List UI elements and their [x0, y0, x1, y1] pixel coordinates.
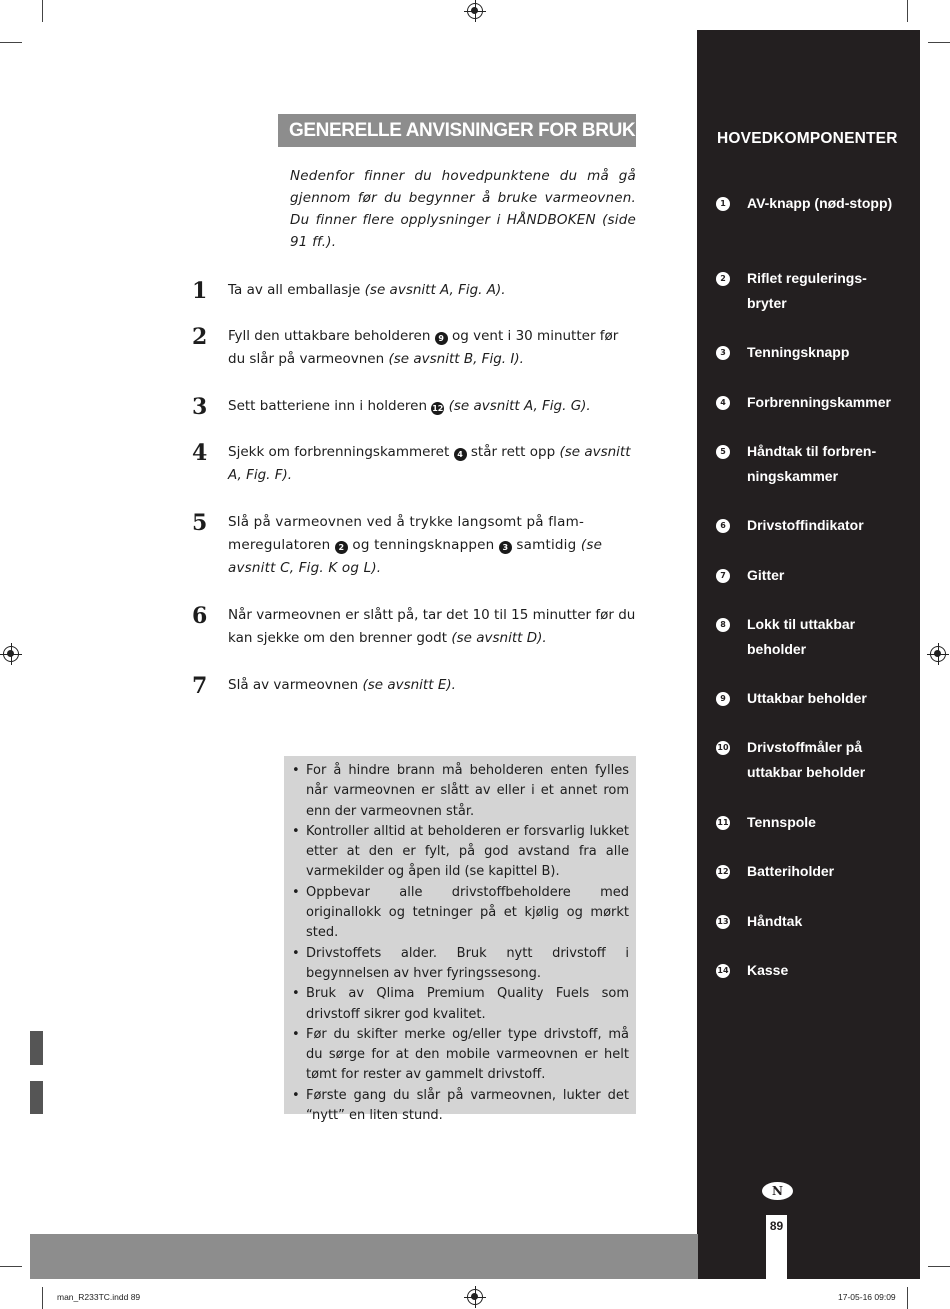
step-number: 7: [192, 673, 208, 699]
component-label: Forbrenningskammer: [747, 394, 891, 410]
component-item: [716, 686, 906, 711]
component-label: Uttakbar beholder: [747, 690, 867, 706]
component-item: [716, 859, 906, 884]
component-number-icon: 2: [716, 272, 730, 286]
component-number-icon: 5: [716, 445, 730, 459]
note-item: [288, 822, 629, 883]
component-label: Tennspole: [747, 814, 816, 830]
section-reference: (se avsnitt E).: [362, 677, 456, 693]
component-item: [716, 439, 906, 489]
notes-box: [284, 756, 636, 1124]
component-label: Tenningsknapp: [747, 344, 850, 360]
component-number-icon: 12: [716, 865, 730, 879]
component-number-icon: 13: [716, 915, 730, 929]
crop-mark: [907, 0, 908, 22]
step-text: [228, 441, 636, 487]
component-number-icon: 10: [716, 741, 730, 755]
bullet-icon: •: [292, 823, 300, 839]
component-number-icon: 14: [716, 964, 730, 978]
note-item: [288, 984, 629, 1025]
crop-mark: [928, 42, 950, 43]
step-text-part: står rett opp: [466, 444, 560, 460]
step-text-part: Når varmeovnen er slått på, tar det 10 til 15 minutter før du kan sjekke om den brenner godt: [228, 607, 636, 646]
section-reference: (se avsnitt A, Fig. A).: [364, 282, 506, 298]
component-label: Drivstoffindikator: [747, 517, 864, 533]
registration-mark-icon: [467, 3, 483, 19]
crop-mark: [42, 1287, 43, 1309]
step-text-part: Ta av all emballasje: [228, 282, 365, 298]
step-text: [228, 604, 636, 650]
component-item: [716, 390, 906, 415]
note-text: Første gang du slår på varmeovnen, lukter det “nytt” en liten stund.: [306, 1087, 629, 1124]
margin-marker: [30, 1031, 43, 1065]
component-item: [716, 266, 906, 316]
component-number-icon: 3: [716, 346, 730, 360]
step-text: [228, 279, 636, 302]
component-label: AV-knapp (nød-stopp): [747, 195, 893, 211]
component-item: [716, 563, 906, 588]
bullet-icon: •: [292, 986, 300, 1002]
step-text-part: Slå av varmeovnen: [228, 677, 363, 693]
note-text: For å hindre brann må beholderen enten fylles når varmeovnen er slått av eller i et annet rom enn der varmeovnen står.: [306, 763, 629, 819]
section-reference: (se avsnitt A, Fig. F).: [228, 444, 631, 483]
language-badge: N: [762, 1182, 793, 1200]
step-number: 5: [192, 510, 208, 536]
crop-mark: [907, 1287, 908, 1309]
step-text: [228, 325, 636, 371]
note-text: Oppbevar alle drivstoffbeholdere med originallokk og tetninger på et kjølig og mørkt sted.: [306, 884, 629, 941]
crop-mark: [0, 42, 22, 43]
bullet-icon: •: [292, 884, 300, 900]
step-number: 1: [192, 278, 208, 304]
component-item: [716, 513, 906, 538]
component-label: Gitter: [747, 567, 785, 583]
note-item: [288, 1025, 629, 1086]
component-label: Riflet regulerings-bryter: [747, 270, 867, 311]
step-text-part: og vent i 30 minutter før du slår på varmeovnen: [228, 328, 619, 367]
margin-marker: [30, 1081, 43, 1114]
section-reference: (se avsnitt A, Fig. G).: [448, 398, 591, 414]
step-number: 2: [192, 324, 208, 350]
slug-date: 17-05-16 09:09: [838, 1292, 896, 1302]
footer-bar: [30, 1234, 698, 1279]
note-item: [288, 883, 629, 944]
section-reference: (se avsnitt D).: [451, 630, 547, 646]
step-text-part: Fyll den uttakbare beholderen: [228, 328, 435, 344]
step-text-part: og tenningsknappen: [347, 537, 499, 553]
component-item: [716, 810, 906, 835]
component-number-icon: 4: [716, 396, 730, 410]
component-item: [716, 612, 906, 662]
crop-mark: [0, 1266, 22, 1267]
note-text: Kontroller alltid at beholderen er forsvarlig lukket etter at den er fylt, på god avstand fra alle varmekilder og åpen ild (se kapittel B).: [306, 823, 629, 880]
component-number-icon: 7: [716, 569, 730, 583]
step-text-part: samtidig: [511, 537, 581, 553]
step-number: 6: [192, 603, 208, 629]
bullet-icon: •: [292, 763, 300, 778]
bullet-icon: •: [292, 1026, 300, 1042]
callout-number-icon: 9: [435, 332, 448, 345]
component-number-icon: 11: [716, 816, 730, 830]
component-label: Batteriholder: [747, 863, 835, 879]
component-item: [716, 191, 906, 216]
registration-mark-icon: [3, 646, 19, 662]
callout-number-icon: 2: [335, 541, 348, 554]
note-text: Bruk av Qlima Premium Quality Fuels som drivstoff sikrer god kvalitet.: [306, 986, 629, 1022]
component-item: [716, 909, 906, 934]
registration-mark-icon: [467, 1289, 483, 1305]
section-reference: (se avsnitt B, Fig. I).: [388, 351, 524, 367]
intro-paragraph: Nedenfor finner du hovedpunktene du må gå gjennom før du begynner å bruke varmeovnen. Du finner flere opplysninger i HÅNDBOKEN (side 91 ff.).: [290, 168, 636, 250]
component-label: Lokk til uttakbar beholder: [747, 616, 856, 657]
step-text-part: Slå på varmeovnen ved å trykke langsomt på flam-meregulatoren: [228, 514, 585, 553]
note-text: Drivstoffets alder. Bruk nytt drivstoff i begynnelsen av hver fyringssesong.: [306, 945, 629, 981]
step-text-part: Sett batteriene inn i holderen: [228, 398, 432, 414]
step-text-part: Sjekk om forbrenningskammeret: [228, 444, 454, 460]
callout-number-icon: 4: [454, 448, 467, 461]
component-item: [716, 958, 906, 983]
note-item: [288, 944, 629, 985]
section-reference: (se avsnitt C, Fig. K og L).: [228, 537, 603, 576]
note-text: Før du skifter merke og/eller type drivstoff, må du sørge for at den mobile varmeovnen er helt tømt for rester av gammelt drivstoff.: [306, 1026, 629, 1083]
page-number: 89: [769, 1219, 784, 1233]
registration-mark-icon: [930, 646, 946, 662]
component-item: [716, 340, 906, 365]
step-number: 4: [192, 440, 208, 466]
step-text: [228, 511, 636, 580]
slug-filename: man_R233TC.indd 89: [57, 1292, 141, 1302]
notes-list: [288, 761, 629, 1126]
component-number-icon: 6: [716, 519, 730, 533]
page-title: GENERELLE ANVISNINGER FOR BRUK: [278, 114, 636, 147]
sidebar-title: HOVEDKOMPONENTER: [717, 130, 898, 147]
callout-number-icon: 12: [432, 404, 444, 413]
component-number-icon: 1: [716, 197, 730, 211]
note-item: [288, 1086, 629, 1127]
note-item: [288, 761, 629, 822]
component-label: Håndtak til forbren-ningskammer: [747, 443, 877, 484]
step-text: [228, 674, 636, 697]
callout-number-icon: 3: [499, 541, 512, 554]
bullet-icon: •: [292, 1087, 300, 1103]
component-label: Håndtak: [747, 913, 803, 929]
component-number-icon: 9: [716, 692, 730, 706]
component-item: [716, 735, 906, 785]
step-text: [228, 395, 636, 418]
component-number-icon: 8: [716, 618, 730, 632]
crop-mark: [42, 0, 43, 22]
component-label: Kasse: [747, 962, 789, 978]
bullet-icon: •: [292, 945, 300, 961]
crop-mark: [928, 1266, 950, 1267]
component-label: Drivstoffmåler på uttakbar beholder: [747, 739, 866, 780]
step-number: 3: [192, 394, 208, 420]
